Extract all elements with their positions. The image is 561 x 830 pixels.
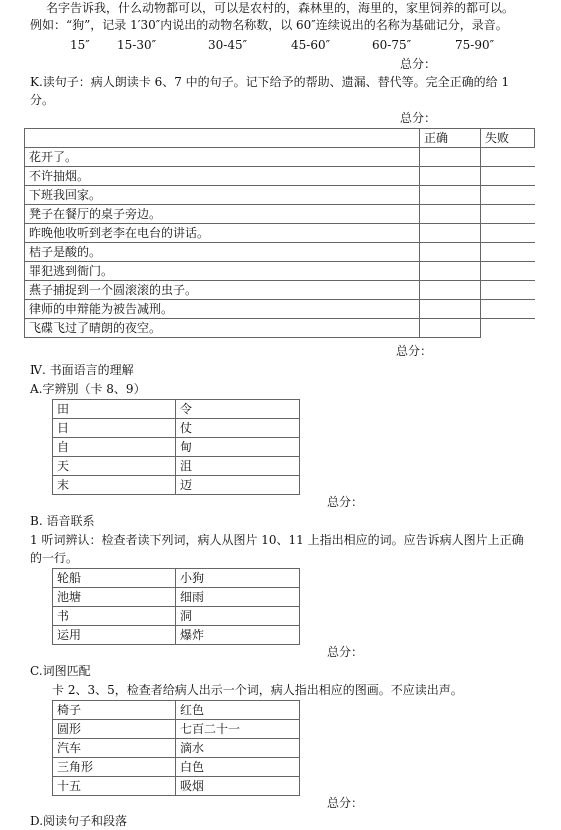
correct-cell[interactable] — [420, 300, 481, 319]
table-row — [53, 400, 300, 419]
word-cell: 滴水 — [176, 739, 300, 758]
table-row — [53, 476, 300, 495]
sentence-cell: 花开了。 — [25, 148, 420, 167]
fail-cell[interactable] — [481, 186, 535, 205]
fail-cell[interactable] — [481, 319, 535, 338]
word-cell: 细雨 — [176, 588, 300, 607]
character-cell: 甸 — [176, 438, 300, 457]
intro-line-2: 例如：“狗”，记录 1′30″内说出的动物名称数，以 60″连续说出的名称为基础记分，录音。 — [30, 18, 508, 32]
section-a-title: A.字辨别（卡 8、9） — [30, 382, 146, 396]
time-interval: 60-75″ — [372, 38, 412, 52]
table-row — [25, 186, 535, 205]
fail-cell[interactable] — [481, 167, 535, 186]
fail-cell[interactable] — [481, 224, 535, 243]
table-row — [53, 419, 300, 438]
section-iv-title: Ⅳ. 书面语言的理解 — [30, 363, 134, 377]
sentence-cell: 下班我回家。 — [25, 186, 420, 205]
word-cell: 十五 — [53, 777, 176, 796]
character-cell: 迈 — [176, 476, 300, 495]
character-table — [52, 399, 300, 495]
table-row — [53, 777, 300, 796]
word-cell: 吸烟 — [176, 777, 300, 796]
time-interval: 75-90″ — [455, 38, 495, 52]
correct-cell[interactable] — [420, 205, 481, 224]
correct-cell[interactable] — [420, 148, 481, 167]
intro-score: 总分： — [400, 57, 437, 71]
table-row — [25, 205, 535, 224]
table-row — [25, 224, 535, 243]
correct-cell[interactable] — [420, 262, 481, 281]
word-cell: 爆炸 — [176, 626, 300, 645]
word-cell: 红色 — [176, 701, 300, 720]
character-cell: 日 — [53, 419, 176, 438]
word-cell: 书 — [53, 607, 176, 626]
fail-cell[interactable] — [481, 300, 535, 319]
section-k-score-bottom: 总分： — [396, 344, 433, 358]
section-b-score: 总分： — [327, 645, 364, 659]
word-cell: 三角形 — [53, 758, 176, 777]
table-row — [25, 148, 535, 167]
fail-cell[interactable] — [481, 281, 535, 300]
word-cell: 小狗 — [176, 569, 300, 588]
section-d-title: D.阅读句子和段落 — [30, 814, 128, 828]
table-row — [53, 626, 300, 645]
fail-cell[interactable] — [481, 205, 535, 224]
table-row — [53, 438, 300, 457]
section-a-score: 总分： — [327, 495, 364, 509]
time-interval: 15-30″ — [117, 38, 157, 52]
correct-cell[interactable] — [420, 186, 481, 205]
table-row — [53, 739, 300, 758]
table-row — [53, 569, 300, 588]
table-row — [25, 300, 535, 319]
correct-cell[interactable] — [420, 224, 481, 243]
table-row — [25, 167, 535, 186]
character-cell: 沮 — [176, 457, 300, 476]
word-recognition-table — [52, 568, 300, 645]
word-cell: 汽车 — [53, 739, 176, 758]
sentence-cell: 昨晚他收听到老李在电台的讲话。 — [25, 224, 420, 243]
section-b-line-1: 1 听词辨认：检查者读下列词，病人从图片 10、11 上指出相应的词。应告诉病人图片上正确 — [30, 533, 524, 547]
sentence-cell: 不许抽烟。 — [25, 167, 420, 186]
section-c-title: C.词图匹配 — [30, 664, 91, 678]
table-row — [25, 243, 535, 262]
table-row — [53, 607, 300, 626]
table-header-cell: 正确 — [420, 129, 481, 148]
character-cell: 自 — [53, 438, 176, 457]
time-interval: 30-45″ — [208, 38, 248, 52]
correct-cell[interactable] — [420, 243, 481, 262]
table-header-cell — [25, 129, 420, 148]
time-interval: 45-60″ — [291, 38, 331, 52]
correct-cell[interactable] — [420, 319, 481, 338]
word-cell: 白色 — [176, 758, 300, 777]
table-header-cell: 失败 — [481, 129, 535, 148]
word-cell: 七百二十一 — [176, 720, 300, 739]
sentence-cell: 飞碟飞过了晴朗的夜空。 — [25, 319, 420, 338]
table-row — [53, 588, 300, 607]
sentence-cell: 桔子是酸的。 — [25, 243, 420, 262]
character-cell: 末 — [53, 476, 176, 495]
word-cell: 洞 — [176, 607, 300, 626]
fail-cell[interactable] — [481, 148, 535, 167]
intro-line-1: 名字告诉我，什么动物都可以，可以是农村的，森林里的，海里的，家里饲养的都可以。 — [46, 1, 515, 15]
table-header-row — [25, 129, 535, 148]
character-cell: 令 — [176, 400, 300, 419]
section-c-line-1: 卡 2、3、5，检查者给病人出示一个词，病人指出相应的图画。不应读出声。 — [52, 683, 463, 697]
word-cell: 池塘 — [53, 588, 176, 607]
sentence-cell: 律师的申辩能为被告减刑。 — [25, 300, 420, 319]
section-k-line-2: 分。 — [30, 93, 55, 107]
sentence-cell: 燕子捕捉到一个圆滚滚的虫子。 — [25, 281, 420, 300]
word-cell: 椅子 — [53, 701, 176, 720]
section-c-score: 总分： — [327, 796, 364, 810]
table-row — [25, 281, 535, 300]
table-row — [53, 720, 300, 739]
table-row — [53, 701, 300, 720]
sentence-cell: 罪犯逃到衙门。 — [25, 262, 420, 281]
fail-cell[interactable] — [481, 243, 535, 262]
word-picture-table — [52, 700, 300, 796]
character-cell: 仗 — [176, 419, 300, 438]
correct-cell[interactable] — [420, 167, 481, 186]
word-cell: 运用 — [53, 626, 176, 645]
section-k-score-top: 总分： — [400, 111, 437, 125]
section-b-title: B. 语音联系 — [30, 514, 95, 528]
table-row — [25, 262, 535, 281]
fail-cell[interactable] — [481, 262, 535, 281]
correct-cell[interactable] — [420, 281, 481, 300]
table-row — [53, 457, 300, 476]
read-sentence-table — [24, 128, 535, 338]
time-interval: 15″ — [70, 38, 90, 52]
character-cell: 天 — [53, 457, 176, 476]
table-row — [25, 319, 535, 338]
table-row — [53, 758, 300, 777]
section-k-line-1: K.读句子：病人朗读卡 6、7 中的句子。记下给予的帮助、遗漏、替代等。完全正确的给 1 — [30, 75, 510, 89]
word-cell: 轮船 — [53, 569, 176, 588]
character-cell: 田 — [53, 400, 176, 419]
section-b-line-2: 的一行。 — [30, 551, 79, 565]
sentence-cell: 凳子在餐厅的桌子旁边。 — [25, 205, 420, 224]
word-cell: 圆形 — [53, 720, 176, 739]
